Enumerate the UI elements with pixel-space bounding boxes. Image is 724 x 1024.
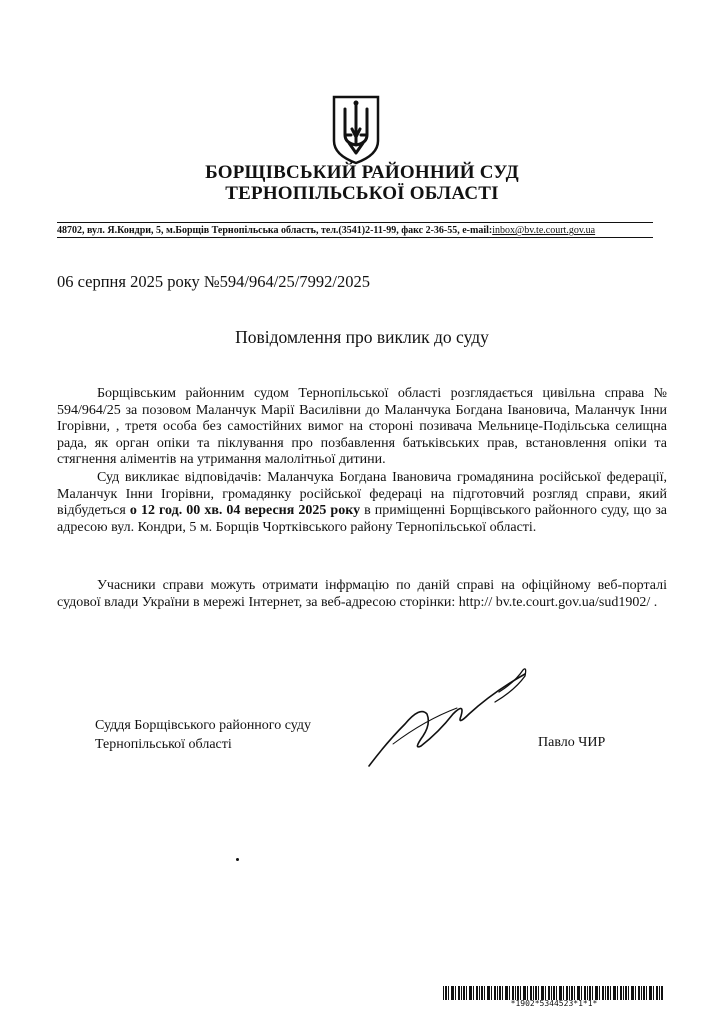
signer-position <box>95 716 311 754</box>
barcode-bar <box>592 986 593 1000</box>
barcode-bar <box>502 986 503 1000</box>
barcode-bar <box>617 986 618 1000</box>
barcode-bar <box>646 986 647 1000</box>
barcode-bar <box>451 986 454 1000</box>
court-address-text: 48702, вул. Я.Кондри, 5, м.Борщів Тернопільська область, тел.(3541)2-11-99, факс 2-36-55, e-mail: <box>57 225 493 236</box>
barcode-bar <box>653 986 654 1000</box>
barcode-bar <box>455 986 456 1000</box>
barcode-bar <box>556 986 557 1000</box>
barcode-bar <box>491 986 492 1000</box>
signer-position-line2: Тернопільської області <box>95 737 232 752</box>
court-name <box>0 162 724 204</box>
barcode-bar <box>643 986 645 1000</box>
barcode-bar <box>569 986 570 1000</box>
court-name-line2: ТЕРНОПІЛЬСЬКОЇ ОБЛАСТІ <box>225 183 499 204</box>
barcode-bar <box>466 986 467 1000</box>
barcode-bar <box>563 986 564 1000</box>
barcode-bar <box>538 986 539 1000</box>
barcode-bar <box>499 986 501 1000</box>
barcode-bar <box>659 986 660 1000</box>
header-rule-bottom <box>57 237 653 238</box>
stray-dot <box>236 858 239 861</box>
barcode-bar <box>515 986 516 1000</box>
document-date-number: 06 серпня 2025 року №594/964/25/7992/2025 <box>57 272 370 291</box>
barcode-bar <box>631 986 634 1000</box>
barcode-bar <box>530 986 532 1000</box>
barcode-bar <box>610 986 611 1000</box>
barcode-bar <box>548 986 550 1000</box>
barcode-bar <box>481 986 483 1000</box>
court-name-line1: БОРЩІВСЬКИЙ РАЙОННИЙ СУД <box>205 162 519 183</box>
barcode-bar <box>463 986 465 1000</box>
barcode-bar <box>623 986 624 1000</box>
barcode-bar <box>476 986 478 1000</box>
barcode-bar <box>551 986 552 1000</box>
barcode-bar <box>649 986 652 1000</box>
barcode-bar <box>487 986 490 1000</box>
handwritten-signature-icon <box>365 662 535 772</box>
barcode-bar <box>484 986 485 1000</box>
barcode-bar <box>566 986 568 1000</box>
barcode-bar <box>448 986 449 1000</box>
barcode-bar <box>458 986 460 1000</box>
barcode-bar <box>605 986 606 1000</box>
court-address <box>57 225 657 237</box>
barcode-bar <box>512 986 514 1000</box>
judge-name: Павло ЧИР <box>538 735 606 750</box>
paragraph-info-portal <box>57 578 667 611</box>
barcode-bar <box>479 986 480 1000</box>
barcode-bar <box>638 986 640 1000</box>
barcode-bar <box>445 986 447 1000</box>
barcode-bar <box>661 986 663 1000</box>
paragraph-summons <box>57 470 667 536</box>
barcode-bar <box>607 986 609 1000</box>
barcode-bar <box>595 986 598 1000</box>
barcode-bar <box>581 986 582 1000</box>
barcode-bar <box>620 986 622 1000</box>
barcode-bar <box>571 986 573 1000</box>
barcode-bar <box>635 986 636 1000</box>
summons-text-before: Суд викликає відповідачів: Маланчука Богдана Івановича громадянина російської федерації, Маланчук Інни Ігорівни, громадянку російської федераці на підготовчий розгляд справи, який відбудеться <box>57 470 667 519</box>
barcode-bar <box>505 986 508 1000</box>
barcode-bar <box>553 986 555 1000</box>
barcode-bar <box>443 986 444 1000</box>
barcode-bar <box>541 986 544 1000</box>
barcode-icon <box>443 986 665 1000</box>
barcode-bar <box>517 986 519 1000</box>
barcode-bar <box>469 986 472 1000</box>
barcode-bar <box>577 986 580 1000</box>
paragraph-case-description <box>57 386 667 469</box>
barcode-bar <box>574 986 575 1000</box>
hearing-datetime: о 12 год. 00 хв. 04 вересня 2025 року <box>129 503 361 519</box>
barcode-bar <box>628 986 629 1000</box>
barcode-bar <box>523 986 526 1000</box>
barcode-bar <box>545 986 546 1000</box>
trident-coat-of-arms-icon <box>331 95 381 165</box>
barcode-bar <box>589 986 591 1000</box>
barcode-bar <box>641 986 642 1000</box>
summons-text-after: в приміщенні Борщівського районного суду, що за адресою вул. Кондри, 5 м. Борщів Чортківського району Тернопільської області. <box>57 503 668 535</box>
barcode-bar <box>494 986 496 1000</box>
barcode-bar <box>599 986 600 1000</box>
barcode-number: *1902*5344523*1*1* <box>510 999 598 1008</box>
barcode-bar <box>461 986 462 1000</box>
barcode-bar <box>509 986 510 1000</box>
barcode-bar <box>527 986 528 1000</box>
paragraph-1-text: Борщівським районним судом Тернопільської області розглядається цивільна справа № 594/964/25 за позовом Маланчук Марії Василівни до Маланчука Богдана Івановича, Маланчук Інни Ігорівни, , третя особа без самостійних вимог на стороні позивача Мельнице-Подільська селищна рада, як орган опіки та піклування про позбавлення батьківських прав, встановлення опіки та стягнення аліментів на утримання малолітньої дитини. <box>57 386 667 468</box>
barcode-bar <box>535 986 537 1000</box>
barcode-bar <box>602 986 604 1000</box>
header-rule-top <box>57 222 653 223</box>
court-email-link[interactable]: inbox@bv.te.court.gov.ua <box>492 225 596 236</box>
signer-position-line1: Суддя Борщівського районного суду <box>95 718 311 733</box>
paragraph-2-text <box>57 470 667 536</box>
barcode-bar <box>497 986 498 1000</box>
document-title: Повідомлення про виклик до суду <box>235 327 489 347</box>
barcode-bar <box>587 986 588 1000</box>
barcode-bar <box>520 986 521 1000</box>
barcode-bar <box>656 986 658 1000</box>
barcode-bar <box>625 986 627 1000</box>
barcode-bar <box>533 986 534 1000</box>
barcode-bar <box>584 986 586 1000</box>
barcode-bar <box>473 986 474 1000</box>
paragraph-3-text: Учасники справи можуть отримати інфрмацію по даній справі на офіційному веб-порталі судової влади України в мережі Інтернет, за веб-адресою сторінки: http:// bv.te.court.gov.ua/sud1902/ . <box>57 578 667 610</box>
barcode-bar <box>559 986 562 1000</box>
barcode-bar <box>613 986 616 1000</box>
